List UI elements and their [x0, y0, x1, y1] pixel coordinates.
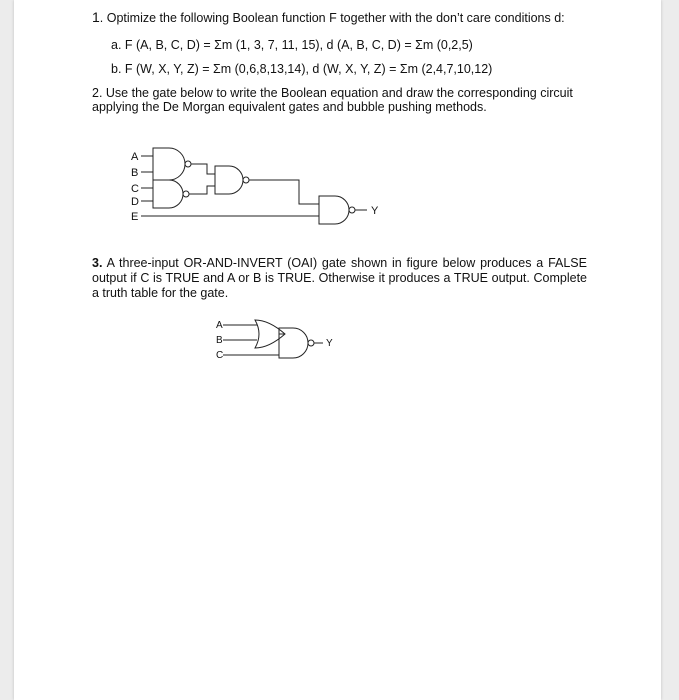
q2-input-e: E	[131, 211, 139, 223]
q2-input-c: C	[131, 183, 139, 195]
q2-line-2: applying the De Morgan equivalent gates and bubble pushing methods.	[92, 100, 487, 114]
q2-input-d: D	[131, 196, 139, 208]
q1-text: . Optimize the following Boolean function F together with the don’t care conditions d:	[99, 11, 565, 25]
oai-inverter-bubble	[308, 340, 314, 346]
q1-part-b: b. F (W, X, Y, Z) = Σm (0,6,8,13,14), d (W, X, Y, Z) = Σm (2,4,7,10,12)	[111, 62, 493, 76]
q2-input-a: A	[131, 151, 139, 163]
nand-gate-4-bubble	[349, 207, 355, 213]
q2-circuit-diagram	[119, 140, 389, 230]
nand-gate-1-bubble	[185, 161, 191, 167]
q3-input-c: C	[216, 350, 224, 361]
q1-number: 1	[92, 9, 100, 25]
q3-output-y: Y	[326, 338, 333, 349]
nand-gate-2-bubble	[183, 191, 189, 197]
q2-output-y: Y	[371, 205, 379, 217]
q1-heading	[92, 10, 565, 26]
document-page	[14, 0, 661, 700]
q3-oai-gate-diagram	[209, 316, 359, 376]
q3-paragraph	[92, 256, 587, 301]
nand-gate-3-bubble	[243, 177, 249, 183]
q3-input-a: A	[216, 320, 223, 331]
nand-gate-2	[153, 180, 183, 208]
q3-text: A three-input OR-AND-INVERT (OAI) gate shown in figure below produces a FALSE output if C is TRUE and A or B is TRUE. Otherwise it produces a TRUE output. Complete a truth table for the gate.	[92, 256, 587, 300]
nand-gate-1	[153, 148, 185, 180]
q2-input-b: B	[131, 167, 139, 179]
nand-gate-4	[319, 196, 349, 224]
nand-gate-3	[215, 166, 243, 194]
q1-part-a: a. F (A, B, C, D) = Σm (1, 3, 7, 11, 15), d (A, B, C, D) = Σm (0,2,5)	[111, 38, 473, 52]
q2-line-1: 2. Use the gate below to write the Boolean equation and draw the corresponding circuit	[92, 86, 573, 100]
q3-input-b: B	[216, 335, 223, 346]
q3-number: 3.	[92, 256, 103, 270]
